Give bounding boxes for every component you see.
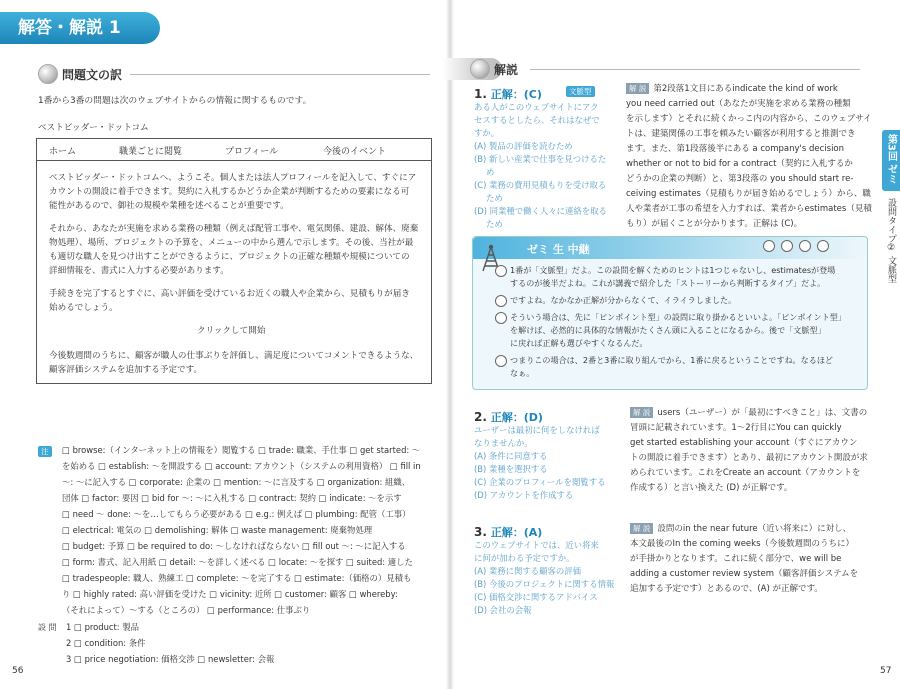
vocab-line: （それによって）～する（ところの） □ performance: 仕事ぶり [62,605,311,615]
page-number: 56 [12,666,24,676]
section-bullet-icon [470,59,490,79]
q2-exp-line: められています。これをCreate an account（アカウントを [630,468,861,478]
zemi-line: を解けば、必然的に具体的な情報がたくさん頭に入ることになるから。後で「文脈型」 [510,325,826,335]
q1-exp-line: どうかの企業の判断）と、第3段落の you should start re- [626,174,854,184]
vocab-line: 団体 □ factor: 要因 □ bid for ～: ～に入札する □ contract: 契約 □ indicate: ～を示す [62,493,402,503]
q2-question [474,424,624,502]
q1-exp-line: トは、建築関係の工事を頼みたい顧客が利用すると推測でき [626,129,856,139]
q3-option: (A) 業務に関する顧客の評価 [474,566,582,576]
site-name: ベストビッダー・ドットコム [38,123,149,133]
section-bullet-icon [38,64,58,84]
para-line: も適切な職人を見つけ出すことができるように、プロジェクトの正確な種類や規模についての [49,252,410,262]
vocab-line: □ tradespeople: 職人、熟練工 □ complete: ～を完了する □ estimate:（価格の）見積も [62,573,412,583]
student-face-icon [799,240,811,252]
q3-exp-line: 追加する予定です）とあるので、(A) が正解です。 [630,584,823,594]
chapter-side-text: 設問タイプ② 文脈型 [886,198,896,283]
vocab-tag: 注 [38,446,52,457]
q3-exp-tag: 解 説 [630,523,653,534]
q1-option: (C) 業務の費用見積もりを受け取る [474,180,607,190]
question-vocab-line: 2 □ condition: 条件 [66,638,146,648]
q1-exp-line: 第2段落1文目にあるindicate the kind of work [653,84,838,94]
zemi-line: つまりこの場合は、2番と3番に取り組んでから、1番に戻るということですね。なるほど [510,355,834,365]
q1-option: (A) 製品の評価を読むため [474,141,573,151]
section-badge: 解答・解説 1 [0,12,160,44]
q1-answer: 1. 正解：(C) [474,87,542,101]
q3-option: (C) 価格交渉に関するアドバイス [474,592,598,602]
zemi-line: するのが後半だよね。これが講義で紹介した「ストーリーから判断するタイプ」だよ。 [510,278,826,288]
section-divider [530,69,860,70]
zemi-line: そういう場合は、先に「ピンポイント型」の設問に取り掛かるといいよ。「ピンポイント型」 [510,312,846,322]
left-page [0,0,448,689]
chapter-side-tab: 第3回 ゼミ [882,130,900,191]
student-face-icon [781,240,793,252]
intro-text: 1番から3番の問題は次のウェブサイトからの情報に関するものです。 [38,96,312,106]
q3-question [474,539,624,617]
vocab-line: □ budget: 予算 □ be required to do: ～しなければならない □ fill out ～: ～に記入する [62,541,406,551]
zemi-line: なぁ。 [510,368,535,378]
nav-browse-by-trade[interactable]: 職業ごとに閲覧 [119,147,183,157]
zemi-live-box [472,236,868,390]
q2-question-line: ユーザーは最初に何をしなければ [474,425,600,435]
teacher-face-icon [763,240,775,252]
vocab-line: り □ highly rated: 高い評価を受けた □ vicinity: 近所 □ customer: 顧客 □ whereby: [62,589,398,599]
q3-question-line: このウェブサイトでは、近い将来 [474,540,599,550]
q2-option: (D) アカウントを作成する [474,490,574,500]
student-face-icon [495,295,507,307]
question-vocab-line: 3 □ price negotiation: 価格交渉 □ newsletter: 会報 [66,654,275,664]
q1-option: ため [486,219,503,229]
q1-question-line: セスするとしたら、それはなぜで [474,115,600,125]
nav-home[interactable]: ホーム [49,147,77,157]
website-nav [37,139,431,161]
q1-question [474,101,614,231]
page-number: 57 [880,666,892,676]
q1-option: (D) 同業種で働く人々に連絡を取る [474,206,607,216]
q1-exp-line: ceiving estimates（見積もりが届き始めるでしょう）から、職 [626,189,871,199]
q1-exp-tag: 解 説 [626,83,649,94]
q2-exp-tag: 解 説 [630,407,653,418]
vocab-line: □ browse:（インターネット上の情報を）閲覧する □ trade: 職業、手仕事 □ get started: ～ [62,445,421,455]
nav-profile[interactable]: プロフィール [225,147,279,157]
para-line: 能性があるので、御社の規模や業種を述べることが重要です。 [49,201,289,211]
q1-question-line: ある人がこのウェブサイトにアク [474,102,599,112]
q2-option: (A) 条件に同意する [474,451,548,461]
q3-option: (B) 今後のプロジェクトに関する情報 [474,579,615,589]
q2-question-line: なりませんか。 [474,438,533,448]
para-line: 詳細情報を、書式に入力する必要があります。 [49,266,229,276]
para-line: 手続きを完了するとすぐに、高い評価を受けているお近くの職人や企業から、見積もりが届き [49,289,410,299]
q1-option: (B) 新しい産業で仕事を見つけるた [474,154,607,164]
right-page [452,0,900,689]
q1-explanation [626,82,872,232]
q1-exp-line: もり）が届くことが分かります。正解は (C)。 [626,219,803,229]
zemi-title: ゼミ 生 中継 [527,243,590,256]
q1-question-line: すか。 [474,128,500,138]
q2-option: (B) 業種を選択する [474,464,548,474]
section-divider [130,74,430,75]
question-vocab-tag: 設 問 [38,623,57,632]
q3-exp-line: adding a customer review system（顧客評価システムを [630,569,859,579]
zemi-line: 1番が「文脈型」だよ。この設問を解くためのヒントは1つじゃないし、estimatesが登場 [510,265,836,275]
q2-answer: 2. 正解：(D) [474,410,543,424]
para-line: 始めるでしょう。 [49,303,118,313]
q1-exp-line: ます。また、第1段落後半にある a company's decision [626,144,845,154]
q2-exp-line: トの開設に着手できます）とあり、最初にアカウント開設が求 [630,453,868,463]
student-face-icon [817,240,829,252]
q1-option: め [486,167,495,177]
q2-exp-line: 冒頭に記載されています。1～2行目にYou can quickly [630,423,842,433]
teacher-face-icon [495,265,507,277]
website-box [36,138,432,384]
zemi-face-icons [763,240,832,252]
q3-exp-line: が手掛かりとなります。これに続く部分で、we will be [630,554,842,564]
vocab-line: を始める □ establish: ～を開設する □ account: アカウント（システムの利用資格） □ fill in [62,461,421,471]
para-line: 今後数週間のうちに、顧客が職人の仕事ぶりを評価し、満足度についてコメントできるような、 [49,351,419,361]
q1-exp-line: を示します）とそれに続くかっこ内の内容から、このウェブサイ [626,114,872,124]
zemi-dialog [495,264,863,380]
q2-explanation [630,406,872,496]
nav-upcoming-events[interactable]: 今後のイベント [323,147,387,157]
para-line: カウントの開設に着手できます。契約に入札するかどうか企業が判断するための要素になる可 [49,187,410,197]
para-line: ベストビッダー・ドットコムへ、ようこそ。個人または法人プロフィールを記入して、すぐにア [49,173,417,183]
q3-answer: 3. 正解：(A) [474,525,543,539]
student-face-icon [495,355,507,367]
q1-exp-line: you need carried out（あなたが実施を求める業務の種類 [626,99,851,109]
q1-exp-line: whether or not to bid for a contract（契約に入札するか [626,159,853,169]
q3-explanation [630,522,872,597]
para-line: 物処理）、場所、プロジェクトの予算を、メニューの中から選んで示します。その後、当社が最 [49,238,414,248]
section-title: 問題文の訳 [62,68,123,82]
vocab-line: □ form: 書式、記入用紙 □ detail: ～を詳しく述べる □ locate: ～を探す □ suited: 適した [62,557,413,567]
vocab-line: □ need ～ done: ～を…してもらう必要がある □ e.g.: 例えば □ plumbing: 配管（工事） [62,509,411,519]
q3-question-line: に何が加わる予定ですか。 [474,553,575,563]
q3-option: (D) 会社の会報 [474,605,532,615]
q2-exp-line: 作成する）と言い換えた (D) が正解です。 [630,483,793,493]
q2-option: (C) 企業のプロフィールを閲覧する [474,477,606,487]
para-line: それから、あなたが実施を求める業務の種類（例えば配管工事や、電気関係、建設、解体、廃棄 [49,224,419,234]
q1-type-tag: 文脈型 [566,86,595,97]
vocab-line: □ electrical: 電気の □ demolishing: 解体 □ waste management: 廃棄物処理 [62,525,373,535]
q3-exp-line: 本文最後のIn the coming weeks（今後数週間のうちに） [630,539,855,549]
q1-exp-line: 人や業者が工事の希望を入力すれば、業者からestimates（見積 [626,204,872,214]
q3-exp-line: 設問のin the near future（近い将来に）に対し、 [657,524,852,534]
teacher-face-icon [495,312,507,324]
q2-exp-line: get started establishing your account（すぐにアカウン [630,438,858,448]
q1-option: ため [486,193,503,203]
section-title: 解説 [494,63,519,77]
question-vocab-line: 1 □ product: 製品 [66,622,140,632]
zemi-line: ですよね。なかなか正解が分からなくて、イライラしました。 [510,295,737,305]
zemi-line: に戻れば正解も選びやすくなるんだ。 [510,338,648,348]
para-line: 顧客評価システムを追加する予定です。 [49,365,203,375]
vocab-line: ～: ～に記入する □ corporate: 企業の □ mention: ～に言及する □ organization: 組織、 [62,477,411,487]
q2-exp-line: users（ユーザー）が「最初にすべきこと」は、文書の [657,408,868,418]
click-to-start-button[interactable]: クリックして開始 [197,326,266,336]
